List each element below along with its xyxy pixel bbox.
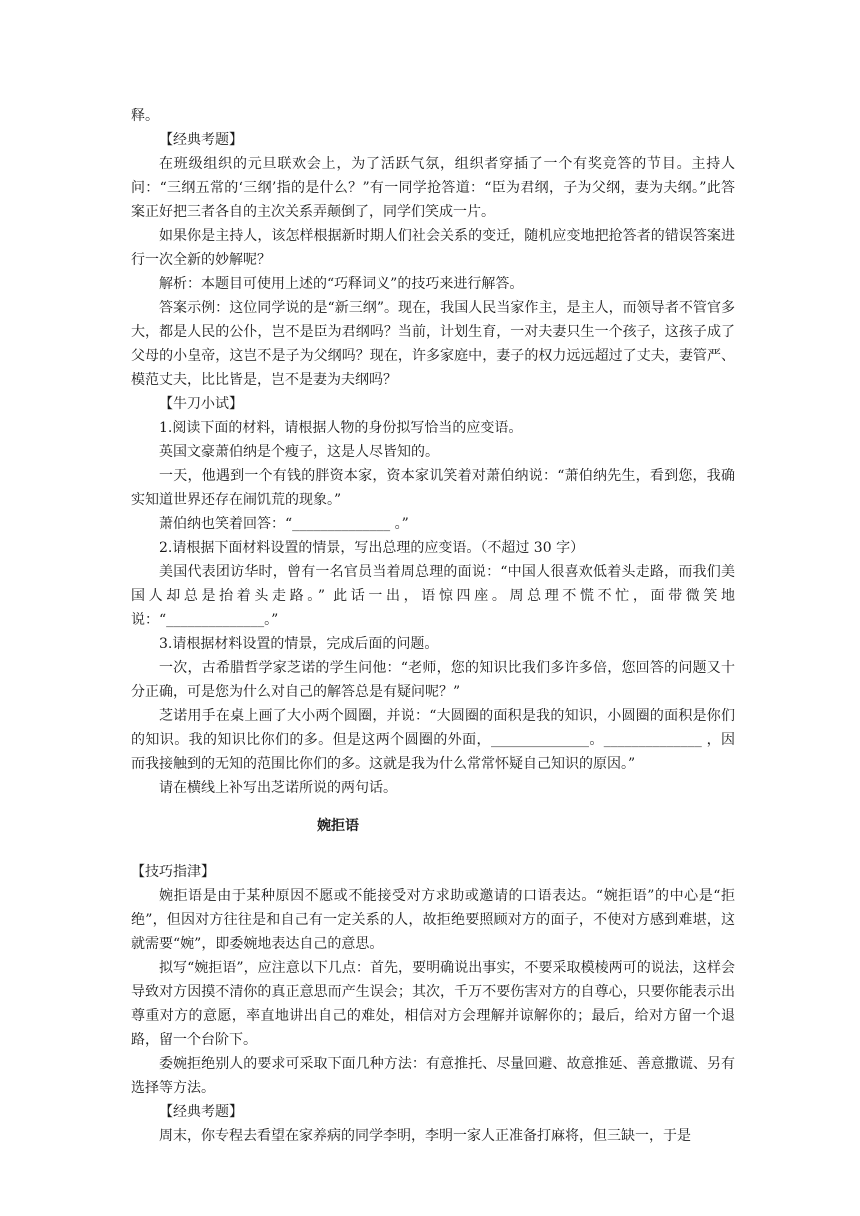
paragraph-zeno-question: 一次，古希腊哲学家芝诺的学生问他：“老师，您的知识比我们多许多倍，您回答的问题又十分正确，可是您为什么对自己的解答总是有疑问呢？” [131,660,735,700]
paragraph-question-prompt: 如果你是主持人，该怎样根据新时期人们社会关系的变迁，随机应变地把抢答者的错误答案进行一次全新的妙解呢？ [131,228,735,268]
paragraph-points: 拟写“婉拒语”，应注意以下几点：首先，要明确说出事实，不要采取模棱两可的说法，这样会导致对方因摸不清你的真正意思而产生误会；其次，千万不要伤害对方的自尊心，只要你能表示出尊重对方的意愿，率直地讲出自己的难处，相信对方会理解并谅解你的；最后，给对方留一个退路，留一个台阶下。 [131,960,735,1048]
paragraph-question-scene: 在班级组织的元旦联欢会上，为了活跃气氛，组织者穿插了一个有奖竞答的节目。主持人问：“三纲五常的‘三纲’指的是什么？”有一同学抢答道：“臣为君纲，子为父纲，妻为夫纲。”此答案正好把三者各自的主次关系弄颠倒了，同学们笑成一片。 [131,156,735,220]
paragraph-answer-example: 答案示例：这位同学说的是“新三纲”。现在，我国人民当家作主，是主人，而领导者不管官多大，都是人民的公仆，岂不是臣为君纲吗？当前，计划生育，一对夫妻只生一个孩子，这孩子成了父母的小皇帝，这岂不是子为父纲吗？现在，许多家庭中，妻子的权力远远超过了丈夫，妻管严、模范丈夫，比比皆是，岂不是妻为夫纲吗？ [131,300,735,388]
practice-item-3: 3.请根据材料设置的情景，完成后面的问题。 [159,636,439,652]
section-title: 婉拒语 [317,818,359,834]
practice-item-1: 1.阅读下面的材料，请根据人物的身份拟写恰当的应变语。 [159,420,523,436]
paragraph-premier-story: 美国代表团访华时，曾有一名官员当着周总理的面说：“中国人很喜欢低着头走路，而我们美国人却总是抬着头走路。” 此话一出，语惊四座。周总理不慌不忙，面带微笑地说：“______________。” [131,564,735,628]
paragraph-definition: 婉拒语是由于某种原因不愿或不能接受对方求助或邀请的口语表达。“婉拒语”的中心是“拒绝”，但因对方往往是和自己有一定关系的人，故拒绝要照顾对方的面子，不使对方感到难堪，这就需要“婉”，即委婉地表达自己的意思。 [131,888,735,952]
section-heading-classic-question: 【经典考题】 [159,132,243,148]
section-heading-skill-guide: 【技巧指津】 [131,864,215,880]
document-page [131,104,735,1148]
paragraph-shaw-intro: 英国文豪萧伯纳是个瘦子，这是人尽皆知的。 [159,444,439,460]
section-heading-classic-question-2: 【经典考题】 [159,1104,243,1120]
paragraph-continuation: 释。 [131,108,159,124]
section-heading-practice: 【牛刀小试】 [159,396,243,412]
paragraph-shaw-reply-blank: 萧伯纳也笑着回答：“______________ 。” [159,516,409,532]
practice-item-2: 2.请根据下面材料设置的情景，写出总理的应变语。（不超过 30 字） [159,540,585,556]
paragraph-zeno-answer: 芝诺用手在桌上画了大小两个圆圈，并说：“大圆圈的面积是我的知识，小圆圈的面积是你们的知识。我的知识比你们的多。但是这两个圆圈的外面，______________。______________ ，因而我接触到的无知的范围比你们的多。这就是我为什么常常怀疑自己知识的原因。” [131,708,735,772]
paragraph-methods: 委婉拒绝别人的要求可采取下面几种方法：有意推托、尽量回避、故意推延、善意撒谎、另有选择等方法。 [131,1056,735,1096]
paragraph-weekend-scene: 周末，你专程去看望在家养病的同学李明，李明一家人正准备打麻将，但三缺一，于是 [159,1128,691,1144]
paragraph-analysis: 解析：本题目可使用上述的“巧释词义”的技巧来进行解答。 [159,276,524,292]
paragraph-instruction: 请在横线上补写出芝诺所说的两句话。 [159,780,397,796]
paragraph-shaw-story: 一天，他遇到一个有钱的胖资本家，资本家讥笑着对萧伯纳说：“萧伯纳先生，看到您，我确实知道世界还存在闹饥荒的现象。” [131,468,735,508]
